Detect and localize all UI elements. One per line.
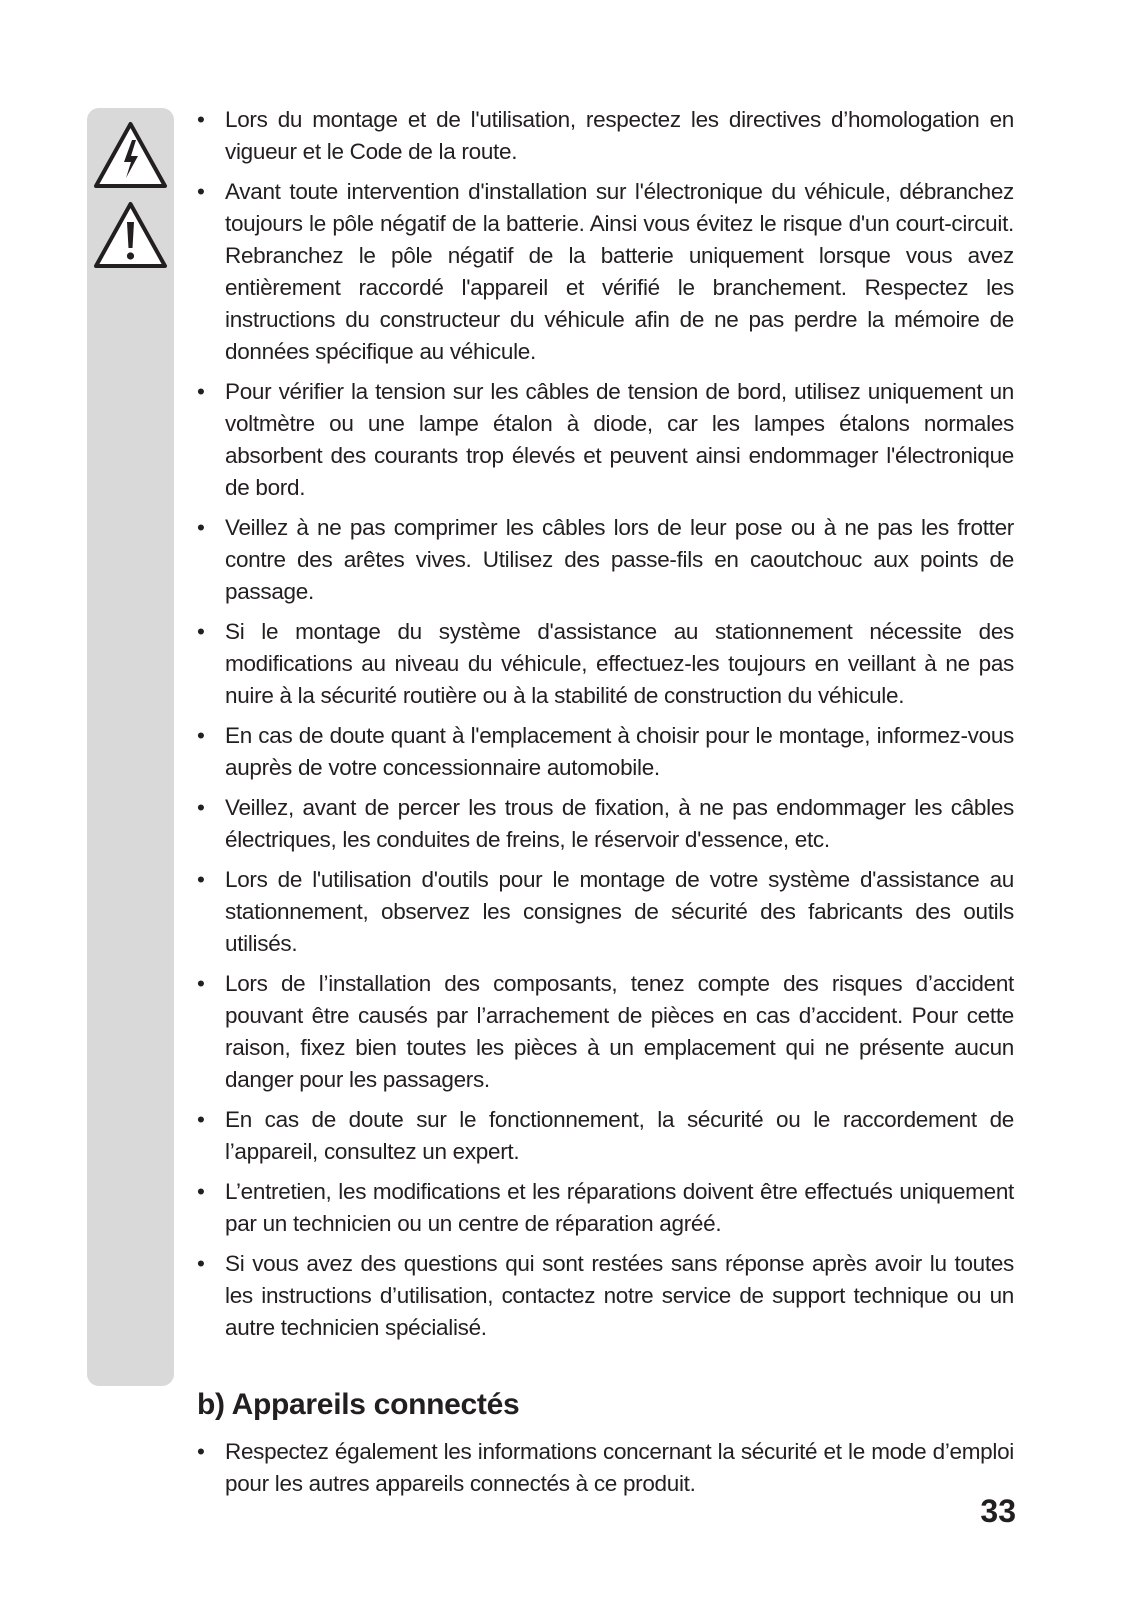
list-item: • Lors du montage et de l'utilisation, respectez les directives d’homologation en vigueur et le Code de la route. bbox=[197, 104, 1014, 168]
list-item: • Veillez à ne pas comprimer les câbles lors de leur pose ou à ne pas les frotter contre des arêtes vives. Utilisez des passe-fils en caoutchouc aux points de passage. bbox=[197, 512, 1014, 608]
list-item: • Lors de l'utilisation d'outils pour le montage de votre système d'assistance au stationnement, observez les consignes de sécurité des fabricants des outils utilisés. bbox=[197, 864, 1014, 960]
page-content bbox=[197, 104, 1014, 1508]
safety-list bbox=[197, 104, 1014, 1344]
connected-devices-list bbox=[197, 1436, 1014, 1500]
list-item: • Respectez également les informations concernant la sécurité et le mode d’emploi pour les autres appareils connectés à ce produit. bbox=[197, 1436, 1014, 1500]
list-item: • En cas de doute quant à l'emplacement à choisir pour le montage, informez-vous auprès de votre concessionnaire automobile. bbox=[197, 720, 1014, 784]
list-item: • Lors de l’installation des composants, tenez compte des risques d’accident pouvant être causés par l’arrachement de pièces en cas d’accident. Pour cette raison, fixez bien toutes les pièces à un emplacement qui ne présente aucun danger pour les passagers. bbox=[197, 968, 1014, 1096]
list-item: • Avant toute intervention d'installation sur l'électronique du véhicule, débranchez toujours le pôle négatif de la batterie. Ainsi vous évitez le risque d'un court-circuit. Rebranchez le pôle négatif de la batterie uniquement lorsque vous avez entièrement raccordé l'appareil et vérifié le branchement. Respectez les instructions du constructeur du véhicule afin de ne pas perdre la mémoire de données spécifique au véhicule. bbox=[197, 176, 1014, 368]
exclamation-warning-icon bbox=[92, 200, 169, 270]
list-item: • L’entretien, les modifications et les réparations doivent être effectués uniquement par un technicien ou un centre de réparation agréé. bbox=[197, 1176, 1014, 1240]
list-item: • Veillez, avant de percer les trous de fixation, à ne pas endommager les câbles électriques, les conduites de freins, le réservoir d'essence, etc. bbox=[197, 792, 1014, 856]
list-item: • En cas de doute sur le fonctionnement, la sécurité ou le raccordement de l’appareil, consultez un expert. bbox=[197, 1104, 1014, 1168]
warning-sidebar bbox=[87, 108, 174, 1386]
list-item: • Si le montage du système d'assistance au stationnement nécessite des modifications au niveau du véhicule, effectuez-les toujours en veillant à ne pas nuire à la sécurité routière ou à la stabilité de construction du véhicule. bbox=[197, 616, 1014, 712]
section-heading: b) Appareils connectés bbox=[197, 1388, 520, 1421]
list-item: • Si vous avez des questions qui sont restées sans réponse après avoir lu toutes les instructions d’utilisation, contactez notre service de support technique ou un autre technicien spécialisé. bbox=[197, 1248, 1014, 1344]
list-item: • Pour vérifier la tension sur les câbles de tension de bord, utilisez uniquement un voltmètre ou une lampe étalon à diode, car les lampes étalons normales absorbent des courants trop élevés et peuvent ainsi endommager l'électronique de bord. bbox=[197, 376, 1014, 504]
page-number: 33 bbox=[980, 1493, 1016, 1529]
lightning-warning-icon bbox=[92, 120, 169, 190]
